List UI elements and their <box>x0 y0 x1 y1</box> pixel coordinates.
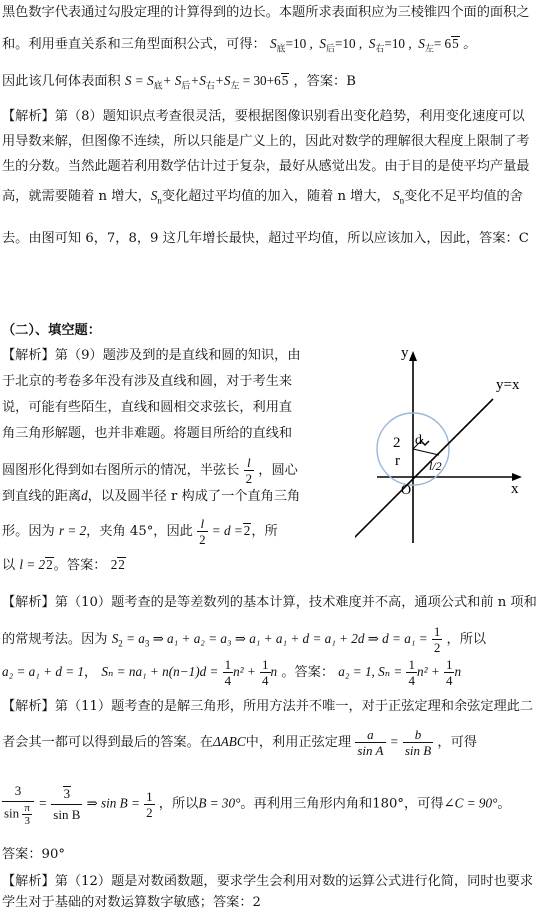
formula: $S = S_底+ S_后+S_右+S_左 = 30+65$ <box>124 73 289 91</box>
half-chord-label: l/2 <box>429 459 442 473</box>
text-seg: 因此该几何体表面积 <box>2 74 121 89</box>
formula: n² + <box>416 664 440 679</box>
y-label: y <box>401 345 409 361</box>
text-seg: 中，利用正弦定理 <box>245 735 352 750</box>
formula: a₂ = 1, Sₙ = <box>338 664 403 679</box>
text-line: 【解析】第（12）题是对数函数题，要求学生会利用对数的运算公式进行化简，同时也要求 <box>2 874 534 889</box>
fraction: $\frac{1}{4}$ <box>445 657 453 688</box>
text-line <box>2 516 278 547</box>
radius-value: 2 <box>393 435 401 451</box>
arrow-right-icon <box>512 473 522 481</box>
formula: n <box>454 664 462 679</box>
text-line: 3 sin $\frac{\pi}{3}$ = $\frac{3}{\text{sin B}}$ ⇒ sin B = $\frac{1}{2}$ ，所以B = 30°。再利用三角形内角和180°，可得∠C = 90°。 <box>4 783 511 827</box>
fraction: $\frac{l}{2}$ <box>245 455 253 486</box>
formula: a₂ = a₁ + d = 1 <box>2 664 85 679</box>
geometry-figure <box>355 343 550 548</box>
fraction: $\frac{b}{\text{sin B}}$ <box>404 727 432 758</box>
text-line <box>2 187 523 210</box>
text-seg: ，以及圆半径 r 构成了一个直角三角 <box>87 489 301 504</box>
formula: r = 2 <box>58 523 87 538</box>
d-label: d <box>415 433 422 448</box>
fraction: $\frac{1}{2}$ <box>433 624 441 655</box>
text-line: 学生对于基础的对数运算数字敏感；答案：2 <box>2 895 261 910</box>
answer-line: 答案：90° <box>2 847 65 862</box>
formula: d <box>81 488 88 503</box>
text-seg: 变化超过平均值的加入，随着 n 增大， <box>161 189 390 204</box>
text-seg: 。答案： <box>53 558 107 573</box>
text-seg: 高，就需要随着 n 增大， <box>2 189 151 204</box>
line-y-eq-x <box>355 399 493 548</box>
formula: l = 2 <box>19 557 46 572</box>
fraction: $\frac{1}{2}$ <box>146 788 153 820</box>
text-line <box>2 72 356 95</box>
arrow-up-icon <box>409 351 417 361</box>
section-heading: （二）、填空题： <box>2 323 101 338</box>
text-line: 去。由图可知 6，7，8，9 这几年增长最快，超过平均值，所以应该加入，因此，答案：C <box>2 231 529 246</box>
formula: $S_底=10$ , $S_后=10$ , $S_右=10$ , $S_左= 65$ 。 <box>269 36 477 54</box>
text-seg: 圆图形化得到如右图所示的情况，半弦长 <box>2 463 240 478</box>
formula: n² + <box>233 664 256 679</box>
text-line <box>2 487 300 506</box>
text-seg: 到直线的距离 <box>2 489 82 504</box>
fraction: $\frac{a}{\text{sin A}}$ <box>357 727 384 758</box>
formula: 2 <box>110 557 118 572</box>
text-seg: ，可得 <box>437 735 477 750</box>
answer-text: ，答案：B <box>293 74 356 89</box>
formula: ΔABC <box>213 734 246 749</box>
formula: 2 <box>46 557 53 572</box>
text-seg: ，夹角 45°，因此 <box>86 524 193 539</box>
formula: = <box>38 795 48 811</box>
radius-label: r <box>395 453 400 469</box>
right-angle-mark <box>421 441 429 445</box>
text-seg: 。答案： <box>281 665 335 680</box>
text-line: 【解析】第（11）题考查的是解三角形，所用方法并不唯一，对于正弦定理和余弦定理此二 <box>2 699 534 714</box>
text-seg: 。再利用三角形内角和180°，可得 <box>240 796 444 812</box>
text-seg: ，圆心 <box>258 463 298 478</box>
text-line: 【解析】第（9）题涉及到的是直线和圆的知识，由 <box>2 348 301 363</box>
text-seg: 以 <box>2 558 16 573</box>
text-line <box>2 657 461 688</box>
text-seg: 者会其一都可以得到最后的答案。在 <box>2 735 213 750</box>
x-label: x <box>511 481 519 497</box>
text-line: 【解析】第（10）题考查的是等差数列的基本计算，技术难度并不高，通项公式和前 n 项和 <box>2 595 537 610</box>
text-line: 于北京的考卷多年没有涉及直线和圆，对于考生来 <box>2 374 293 389</box>
text-line <box>2 624 486 655</box>
formula: 2 <box>118 557 125 572</box>
text-seg: ， <box>84 665 98 680</box>
text-line <box>2 35 476 58</box>
text-line: 【解析】第（8）题知识点考查很灵活，要根据图像识别看出变化趋势，利用变化速度可以 <box>2 109 525 124</box>
formula: ∠C = 90° <box>443 795 498 811</box>
text-seg: 形。因为 <box>2 524 55 539</box>
formula: $S_n$ <box>150 188 162 206</box>
fraction: $\frac{1}{4}$ <box>408 657 415 688</box>
formula: Sₙ = na₁ + n(n−1)d = <box>101 664 219 679</box>
text-line: 生的分数。当然此题若利用数学估计过于复杂，最好从感觉出发。由于目的是使平均产量最 <box>2 159 530 174</box>
fraction: $\frac{3}{\text{sin B}}$ <box>53 785 81 822</box>
text-line: 角三角形解题，也并非难题。将题目所给的直线和 <box>2 426 293 441</box>
text-seg: 和。利用垂直关系和三角型面积公式，可得： <box>2 37 266 52</box>
text-line <box>2 727 477 758</box>
formula: $S_2 = a_3$ ⇒ <box>111 631 168 649</box>
text-line: 黑色数字代表通过勾股定理的计算得到的边长。本题所求表面积应为三棱锥四个面的面积之 <box>2 5 530 20</box>
formula: ⇒ sin B = <box>86 795 140 811</box>
text-line <box>2 455 298 486</box>
radius-segment <box>413 449 439 455</box>
text-seg: ，所以 <box>446 632 487 647</box>
text-line: 说，可能有些陌生，直线和圆相交求弦长，利用直 <box>2 400 293 415</box>
text-seg: 的常规考法。因为 <box>2 632 108 647</box>
formula: = <box>389 734 399 749</box>
fraction: $\frac{1}{4}$ <box>224 657 232 688</box>
text-seg: ，所以 <box>158 796 199 812</box>
formula: = d = <box>211 523 243 538</box>
line-label: y=x <box>496 377 520 393</box>
fraction: 3 sin $\frac{\pi}{3}$ <box>2 781 34 827</box>
formula: n <box>270 664 278 679</box>
text-seg: ，所 <box>251 524 278 539</box>
text-line: 用导数来解，但图像不连续，所以只能是广义上的，因此对数学的理解很大程度上限制了考 <box>2 134 530 149</box>
formula: 2 <box>243 523 251 538</box>
formula: B = 30° <box>198 795 241 811</box>
text-seg: 变化不足平均值的舍 <box>404 189 523 204</box>
fraction: $\frac{1}{4}$ <box>262 657 269 688</box>
formula: a₁ + a₂ = a₃ ⇒ a₁ + a₁ + d = a₁ + 2d ⇒ d = a₁ = <box>167 631 428 646</box>
origin-label: O <box>401 483 412 498</box>
formula: $S_n$ <box>389 188 405 206</box>
fraction: $\frac{l}{2}$ <box>199 516 206 547</box>
text-line <box>2 556 126 575</box>
